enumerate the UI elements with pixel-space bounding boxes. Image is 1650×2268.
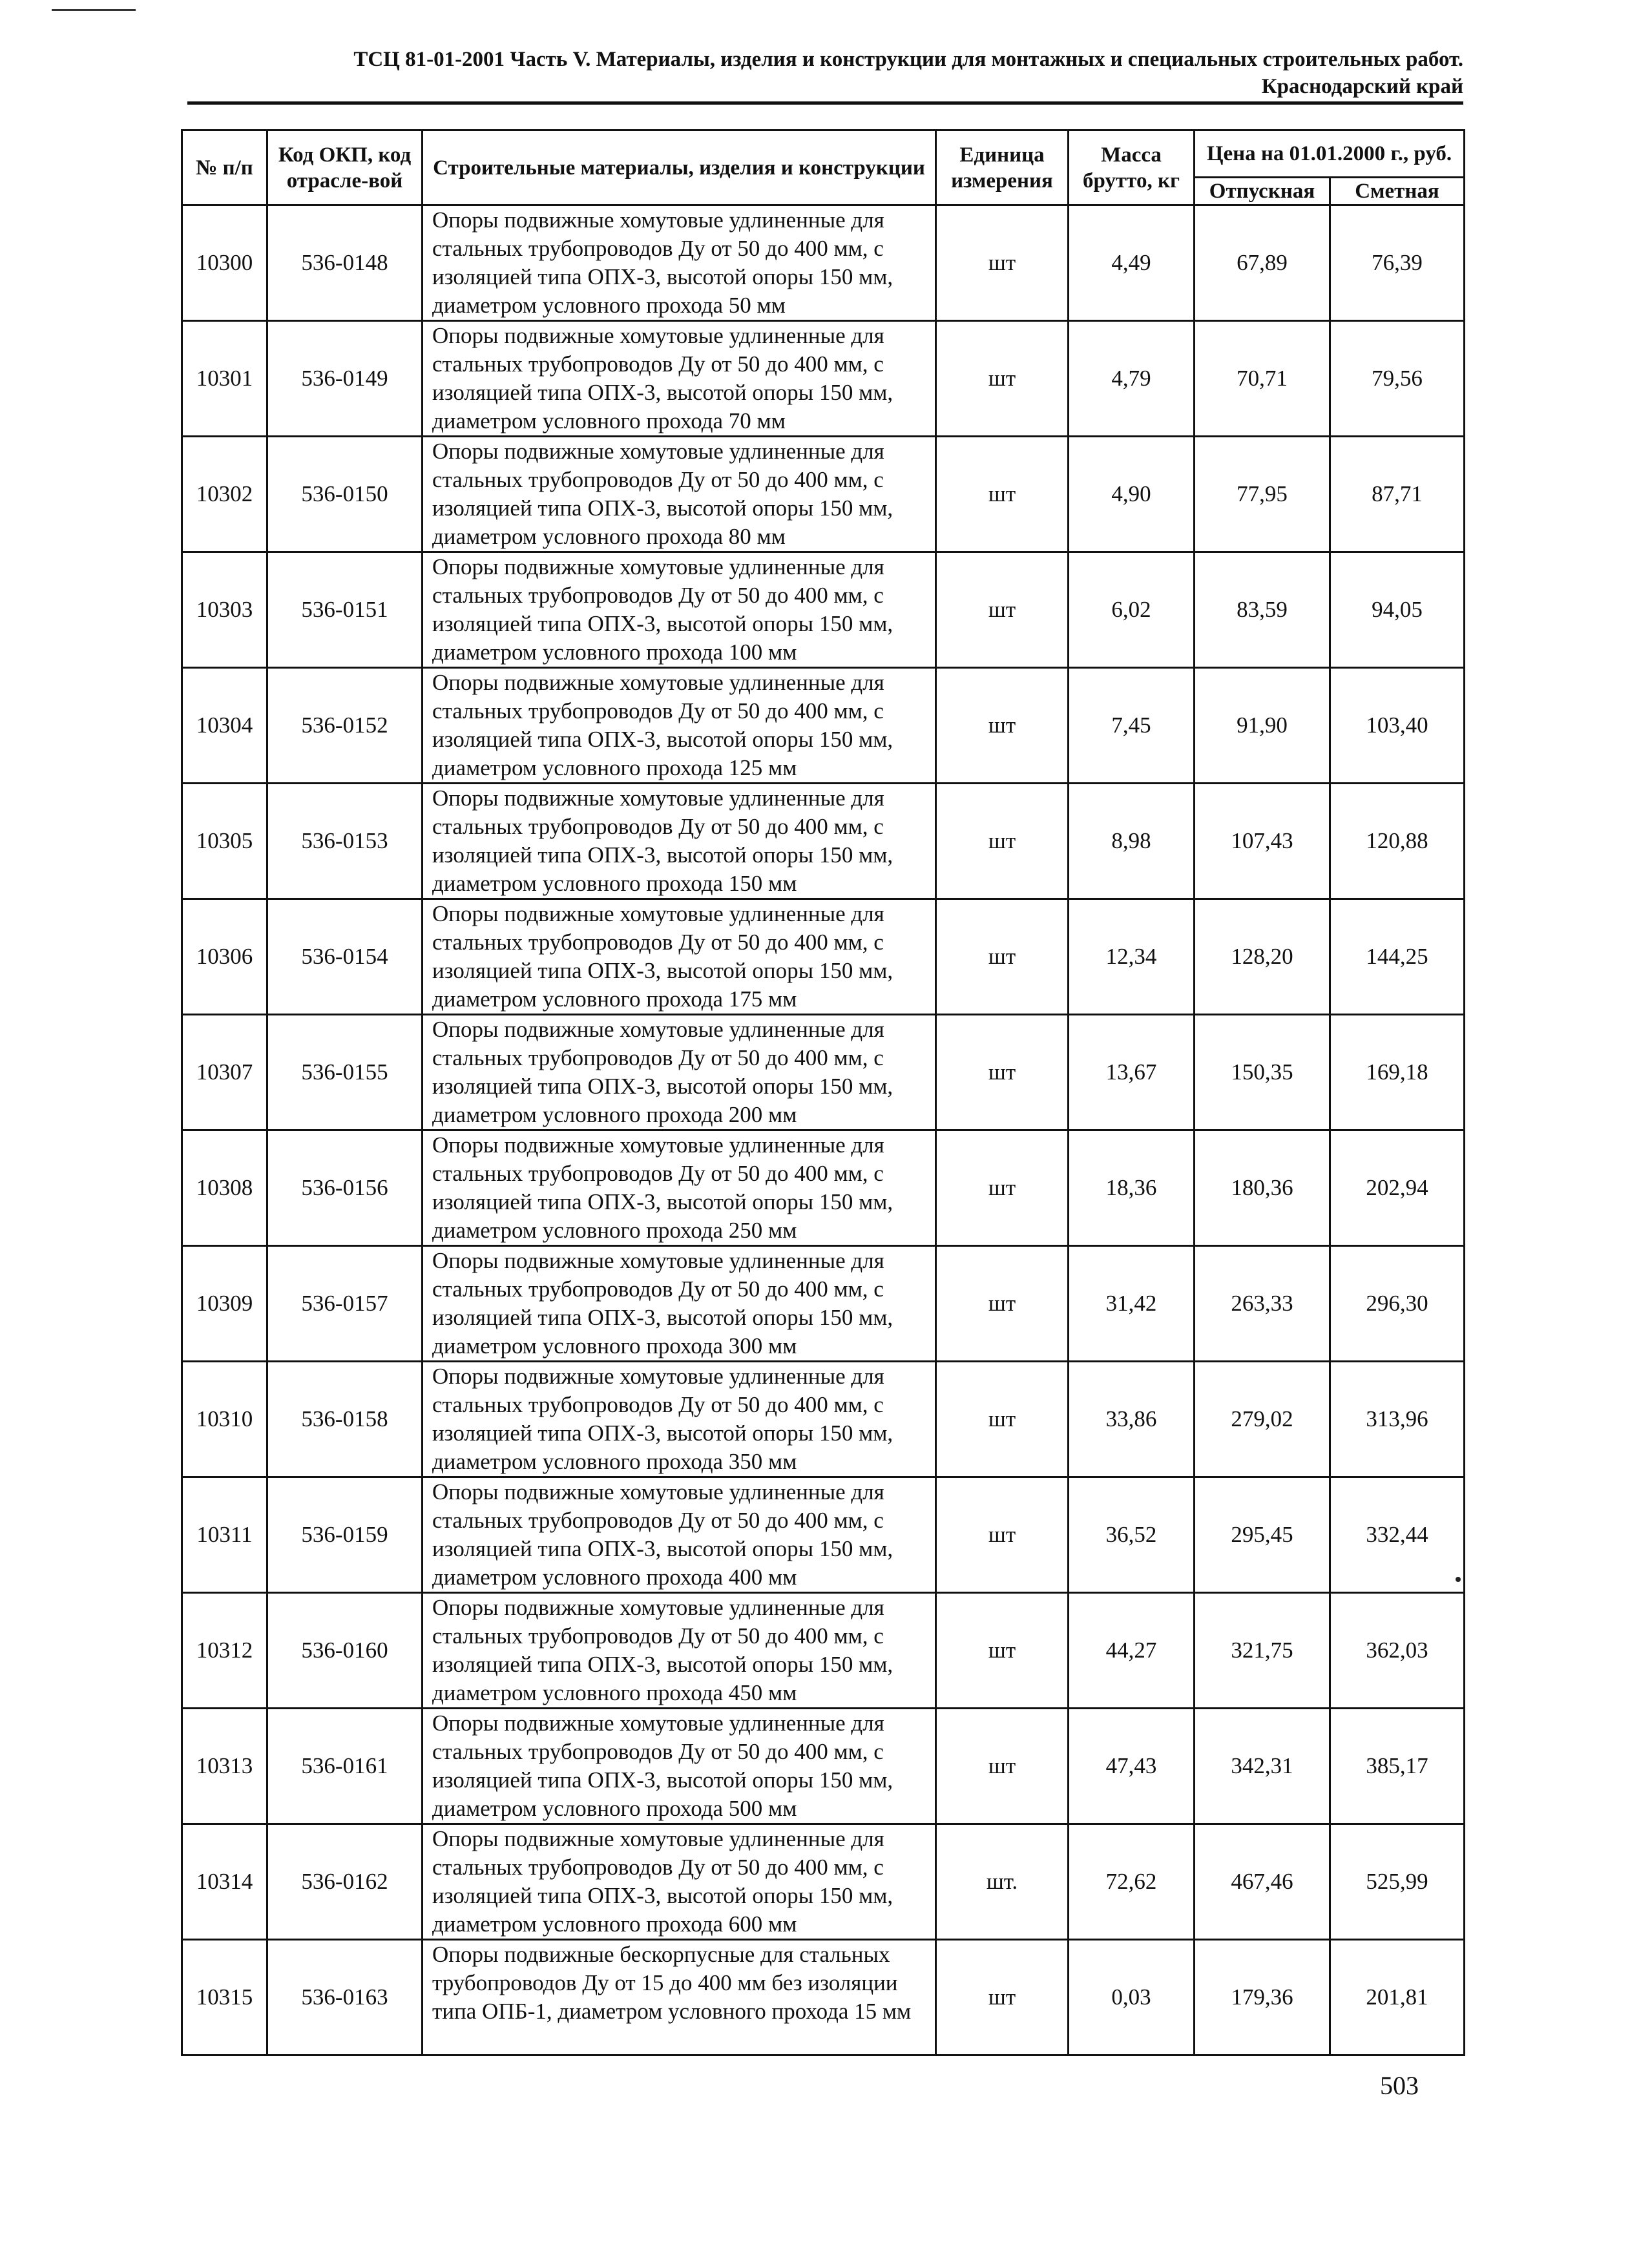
cell-description: Опоры подвижные хомутовые удлиненные для стальных трубопроводов Ду от 50 до 400 мм, с изоляцией типа ОПХ-3, высотой опоры 150 мм, диаметром условного прохода 350 мм [423,1362,936,1477]
cell-price-estimate: 201,81 [1330,1940,1465,2055]
col-header-price-release: Отпускная [1195,178,1330,205]
cell-unit: шт [936,1015,1069,1130]
cell-num: 10304 [182,668,267,784]
cell-unit: шт [936,1709,1069,1824]
col-header-price-group: Цена на 01.01.2000 г., руб. [1195,130,1465,178]
cell-mass: 12,34 [1069,899,1195,1015]
cell-mass: 31,42 [1069,1246,1195,1362]
cell-price-estimate: 103,40 [1330,668,1465,784]
cell-price-release: 128,20 [1195,899,1330,1015]
cell-price-estimate: 332,44 [1330,1477,1465,1593]
materials-price-table [181,129,1465,2056]
table-row [182,437,1465,552]
cell-price-release: 342,31 [1195,1709,1330,1824]
cell-unit: шт [936,1130,1069,1246]
cell-price-release: 179,36 [1195,1940,1330,2055]
table-row [182,1246,1465,1362]
cell-num: 10301 [182,321,267,437]
cell-price-release: 91,90 [1195,668,1330,784]
cell-code: 536-0154 [267,899,423,1015]
cell-num: 10300 [182,205,267,321]
cell-price-estimate: 169,18 [1330,1015,1465,1130]
cell-price-estimate: 76,39 [1330,205,1465,321]
cell-unit: шт [936,1593,1069,1709]
cell-num: 10306 [182,899,267,1015]
table-row [182,899,1465,1015]
cell-unit: шт [936,552,1069,668]
document-header-title: ТСЦ 81-01-2001 Часть V. Материалы, изделия и конструкции для монтажных и специальных строительных работ. [353,48,1463,71]
table-row [182,1362,1465,1477]
cell-price-release: 180,36 [1195,1130,1330,1246]
cell-mass: 4,49 [1069,205,1195,321]
cell-num: 10312 [182,1593,267,1709]
cell-description: Опоры подвижные хомутовые удлиненные для стальных трубопроводов Ду от 50 до 400 мм, с изоляцией типа ОПХ-3, высотой опоры 150 мм, диаметром условного прохода 200 мм [423,1015,936,1130]
cell-code: 536-0152 [267,668,423,784]
cell-price-estimate: 94,05 [1330,552,1465,668]
cell-mass: 47,43 [1069,1709,1195,1824]
table-row [182,668,1465,784]
table-body [182,205,1465,2055]
cell-code: 536-0149 [267,321,423,437]
cell-code: 536-0148 [267,205,423,321]
table-row [182,1824,1465,1940]
cell-unit: шт [936,1246,1069,1362]
cell-code: 536-0150 [267,437,423,552]
cell-description: Опоры подвижные хомутовые удлиненные для стальных трубопроводов Ду от 50 до 400 мм, с изоляцией типа ОПХ-3, высотой опоры 150 мм, диаметром условного прохода 600 мм [423,1824,936,1940]
cell-description: Опоры подвижные хомутовые удлиненные для стальных трубопроводов Ду от 50 до 400 мм, с изоляцией типа ОПХ-3, высотой опоры 150 мм, диаметром условного прохода 500 мм [423,1709,936,1824]
cell-code: 536-0161 [267,1709,423,1824]
col-header-price-estimate: Сметная [1330,178,1465,205]
cell-code: 536-0162 [267,1824,423,1940]
cell-price-release: 467,46 [1195,1824,1330,1940]
header-divider [187,101,1463,105]
cell-description: Опоры подвижные хомутовые удлиненные для стальных трубопроводов Ду от 50 до 400 мм, с изоляцией типа ОПХ-3, высотой опоры 150 мм, диаметром условного прохода 175 мм [423,899,936,1015]
table-row [182,1593,1465,1709]
cell-unit: шт [936,321,1069,437]
table-row [182,784,1465,899]
cell-mass: 33,86 [1069,1362,1195,1477]
col-header-code: Код ОКП, код отрасле-вой [267,130,423,205]
cell-description: Опоры подвижные хомутовые удлиненные для стальных трубопроводов Ду от 50 до 400 мм, с изоляцией типа ОПХ-3, высотой опоры 150 мм, диаметром условного прохода 100 мм [423,552,936,668]
cell-price-release: 77,95 [1195,437,1330,552]
cell-description: Опоры подвижные хомутовые удлиненные для стальных трубопроводов Ду от 50 до 400 мм, с изоляцией типа ОПХ-3, высотой опоры 150 мм, диаметром условного прохода 400 мм [423,1477,936,1593]
cell-price-estimate: 385,17 [1330,1709,1465,1824]
table-row [182,1709,1465,1824]
cell-mass: 36,52 [1069,1477,1195,1593]
cell-description: Опоры подвижные хомутовые удлиненные для стальных трубопроводов Ду от 50 до 400 мм, с изоляцией типа ОПХ-3, высотой опоры 150 мм, диаметром условного прохода 80 мм [423,437,936,552]
cell-description: Опоры подвижные хомутовые удлиненные для стальных трубопроводов Ду от 50 до 400 мм, с изоляцией типа ОПХ-3, высотой опоры 150 мм, диаметром условного прохода 125 мм [423,668,936,784]
cell-unit: шт [936,899,1069,1015]
table-row [182,1015,1465,1130]
cell-num: 10302 [182,437,267,552]
col-header-mass: Масса брутто, кг [1069,130,1195,205]
cell-num: 10313 [182,1709,267,1824]
cell-description: Опоры подвижные хомутовые удлиненные для стальных трубопроводов Ду от 50 до 400 мм, с изоляцией типа ОПХ-3, высотой опоры 150 мм, диаметром условного прохода 450 мм [423,1593,936,1709]
cell-code: 536-0160 [267,1593,423,1709]
cell-num: 10315 [182,1940,267,2055]
cell-mass: 0,03 [1069,1940,1195,2055]
cell-price-release: 107,43 [1195,784,1330,899]
cell-mass: 18,36 [1069,1130,1195,1246]
cell-description: Опоры подвижные хомутовые удлиненные для стальных трубопроводов Ду от 50 до 400 мм, с изоляцией типа ОПХ-3, высотой опоры 150 мм, диаметром условного прохода 70 мм [423,321,936,437]
col-header-material: Строительные материалы, изделия и конструкции [423,130,936,205]
cell-price-release: 67,89 [1195,205,1330,321]
cell-unit: шт [936,1477,1069,1593]
cell-price-estimate: 144,25 [1330,899,1465,1015]
cell-num: 10310 [182,1362,267,1477]
cell-code: 536-0156 [267,1130,423,1246]
cell-unit: шт [936,205,1069,321]
document-header-region: Краснодарский край [1261,75,1463,98]
cell-description: Опоры подвижные хомутовые удлиненные для стальных трубопроводов Ду от 50 до 400 мм, с изоляцией типа ОПХ-3, высотой опоры 150 мм, диаметром условного прохода 250 мм [423,1130,936,1246]
table-row [182,205,1465,321]
cell-price-release: 263,33 [1195,1246,1330,1362]
cell-price-estimate: 313,96 [1330,1362,1465,1477]
cell-price-estimate: 296,30 [1330,1246,1465,1362]
cell-price-estimate: 525,99 [1330,1824,1465,1940]
cell-description: Опоры подвижные бескорпусные для стальных трубопроводов Ду от 15 до 400 мм без изоляции типа ОПБ-1, диаметром условного прохода 15 мм [423,1940,936,2055]
cell-num: 10305 [182,784,267,899]
top-left-rule [52,9,136,11]
cell-description: Опоры подвижные хомутовые удлиненные для стальных трубопроводов Ду от 50 до 400 мм, с изоляцией типа ОПХ-3, высотой опоры 150 мм, диаметром условного прохода 50 мм [423,205,936,321]
table-row [182,321,1465,437]
cell-mass: 4,90 [1069,437,1195,552]
cell-num: 10309 [182,1246,267,1362]
cell-unit: шт [936,437,1069,552]
table-row [182,552,1465,668]
cell-price-estimate: 202,94 [1330,1130,1465,1246]
cell-description: Опоры подвижные хомутовые удлиненные для стальных трубопроводов Ду от 50 до 400 мм, с изоляцией типа ОПХ-3, высотой опоры 150 мм, диаметром условного прохода 300 мм [423,1246,936,1362]
cell-code: 536-0155 [267,1015,423,1130]
cell-price-estimate: 87,71 [1330,437,1465,552]
cell-price-release: 150,35 [1195,1015,1330,1130]
cell-price-estimate: 79,56 [1330,321,1465,437]
cell-mass: 13,67 [1069,1015,1195,1130]
cell-mass: 44,27 [1069,1593,1195,1709]
cell-code: 536-0163 [267,1940,423,2055]
cell-code: 536-0159 [267,1477,423,1593]
page-number: 503 [1380,2071,1419,2100]
cell-num: 10307 [182,1015,267,1130]
cell-unit: шт. [936,1824,1069,1940]
cell-code: 536-0151 [267,552,423,668]
table-row [182,1940,1465,2055]
col-header-num: № п/п [182,130,267,205]
cell-price-release: 279,02 [1195,1362,1330,1477]
cell-description: Опоры подвижные хомутовые удлиненные для стальных трубопроводов Ду от 50 до 400 мм, с изоляцией типа ОПХ-3, высотой опоры 150 мм, диаметром условного прохода 150 мм [423,784,936,899]
table-row [182,1130,1465,1246]
cell-mass: 4,79 [1069,321,1195,437]
cell-code: 536-0157 [267,1246,423,1362]
cell-price-release: 70,71 [1195,321,1330,437]
table-row [182,1477,1465,1593]
scan-speck [1456,1577,1461,1582]
cell-unit: шт [936,1940,1069,2055]
cell-code: 536-0158 [267,1362,423,1477]
cell-mass: 6,02 [1069,552,1195,668]
cell-num: 10314 [182,1824,267,1940]
cell-unit: шт [936,784,1069,899]
cell-num: 10308 [182,1130,267,1246]
cell-mass: 7,45 [1069,668,1195,784]
cell-mass: 72,62 [1069,1824,1195,1940]
cell-num: 10311 [182,1477,267,1593]
cell-price-estimate: 362,03 [1330,1593,1465,1709]
cell-price-release: 321,75 [1195,1593,1330,1709]
cell-price-estimate: 120,88 [1330,784,1465,899]
cell-price-release: 83,59 [1195,552,1330,668]
cell-code: 536-0153 [267,784,423,899]
cell-price-release: 295,45 [1195,1477,1330,1593]
cell-num: 10303 [182,552,267,668]
col-header-unit: Единица измерения [936,130,1069,205]
cell-unit: шт [936,1362,1069,1477]
cell-mass: 8,98 [1069,784,1195,899]
cell-unit: шт [936,668,1069,784]
